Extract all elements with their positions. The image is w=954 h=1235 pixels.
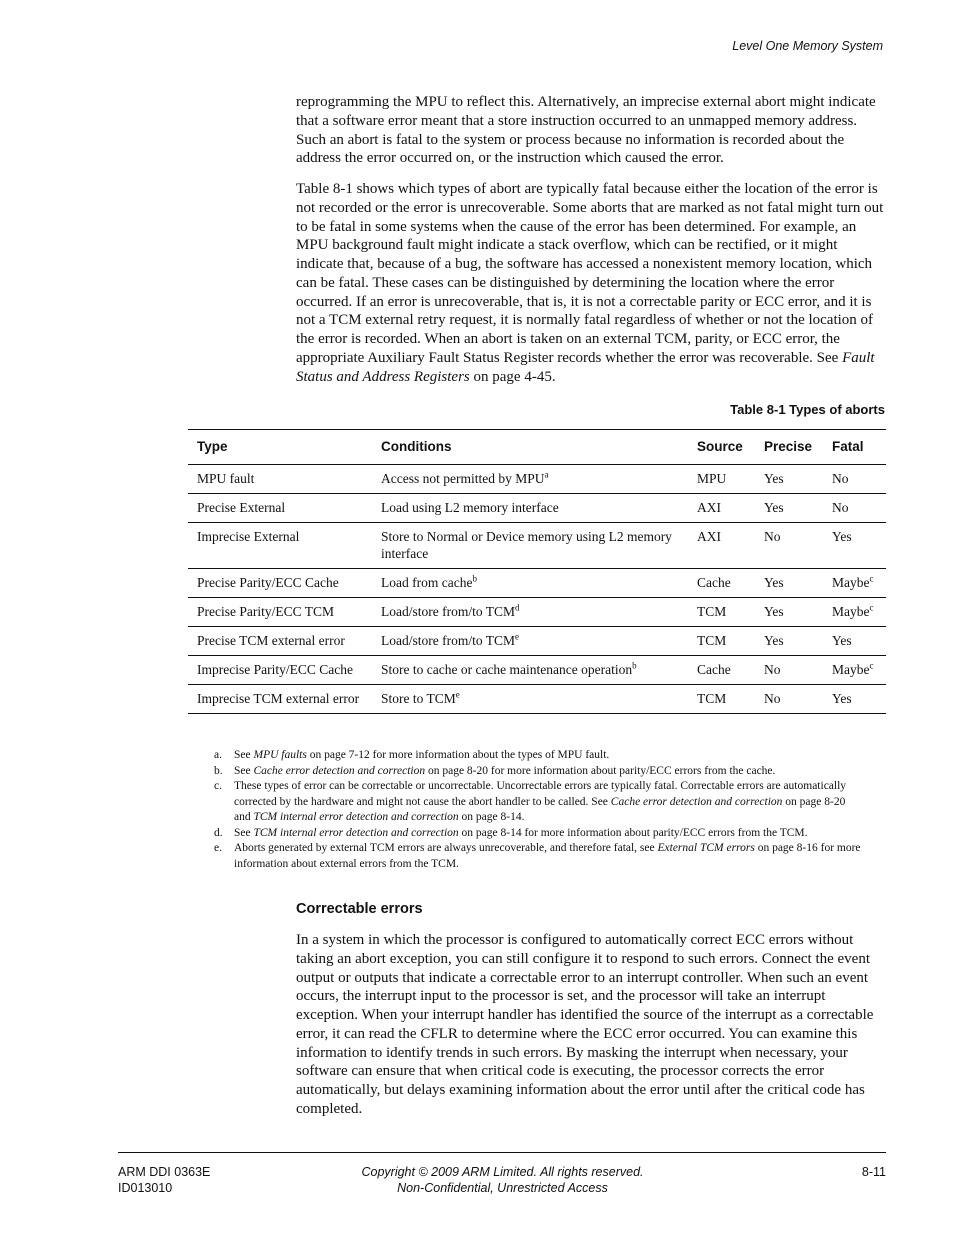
page-number: 8-11 — [861, 1165, 886, 1179]
table-header-row — [188, 430, 886, 465]
footnote-label: e. — [214, 842, 222, 854]
footnote-marker[interactable]: c — [869, 660, 874, 671]
footnote-marker[interactable]: a — [544, 469, 549, 480]
table-footnotes — [214, 748, 864, 872]
footnote-marker[interactable]: e — [515, 631, 519, 642]
cell-source — [688, 523, 755, 569]
cell-source — [688, 685, 755, 714]
table-row — [188, 494, 886, 523]
cell-type — [188, 598, 372, 627]
paragraph-text: on page 4-45. — [469, 368, 556, 385]
table-row — [188, 523, 886, 569]
cell-source-text: AXI — [697, 529, 721, 544]
cell-fatal-text: No — [832, 471, 849, 486]
footnote-text-segment: on page 8-14 for more information about parity/ECC errors from the TCM. — [458, 826, 808, 839]
cell-conditions-text: Load/store from/to TCM — [381, 604, 515, 619]
running-header: Level One Memory System — [732, 39, 883, 53]
cell-fatal-text: Maybe — [832, 575, 870, 590]
cell-fatal-text: No — [832, 500, 849, 515]
table-row — [188, 569, 886, 598]
cell-source-text: TCM — [697, 633, 727, 648]
cell-source-text: TCM — [697, 604, 727, 619]
cell-type-text: Precise Parity/ECC TCM — [197, 604, 334, 619]
cell-precise-text: Yes — [764, 575, 784, 590]
footnote-text — [234, 826, 864, 842]
cell-conditions-text: Store to TCM — [381, 691, 456, 706]
column-header-fatal: Fatal — [823, 430, 886, 465]
cell-fatal-text: Yes — [832, 529, 852, 544]
section-heading: Correctable errors — [296, 901, 423, 917]
cell-source-text: Cache — [697, 662, 731, 677]
footnote-text-segment: on page 8-20 and — [234, 795, 846, 823]
footnote-label: b. — [214, 764, 223, 777]
table-body — [188, 465, 886, 714]
document-number: ARM DDI 0363E — [118, 1165, 211, 1179]
footnote-marker[interactable]: d — [515, 602, 520, 613]
cell-precise-text: Yes — [764, 633, 784, 648]
copyright-notice: Copyright © 2009 ARM Limited. All rights reserved. — [361, 1165, 644, 1179]
cell-fatal — [823, 494, 886, 523]
cell-type — [188, 685, 372, 714]
footnote-marker[interactable]: e — [455, 689, 460, 700]
release-id: ID013010 — [118, 1181, 173, 1195]
footnote — [214, 779, 864, 826]
cross-reference-link[interactable]: Fault Status and Address Registers — [296, 349, 875, 385]
table-row — [188, 627, 886, 656]
footnote-label: d. — [214, 826, 223, 839]
cell-fatal — [823, 569, 886, 598]
cell-precise — [755, 656, 823, 685]
column-header-type: Type — [188, 430, 372, 465]
cell-source — [688, 465, 755, 494]
body-paragraph: reprogramming the MPU to reflect this. Alternatively, an imprecise external abort might indicate that a software error meant that a store instruction occurred to an unmapped memory address. Such an abort is fatal to the system or process because no information is recorded about the address the error occurred on, or the instruction which caused the error. — [296, 94, 876, 167]
footnote-marker[interactable]: b — [472, 573, 477, 584]
cell-source-text: Cache — [697, 575, 731, 590]
cell-fatal-text: Maybe — [832, 662, 870, 677]
cell-precise — [755, 465, 823, 494]
cell-source — [688, 656, 755, 685]
cell-type-text: Precise TCM external error — [197, 633, 345, 648]
cell-precise-text: No — [764, 662, 781, 677]
footnote — [214, 826, 864, 842]
cell-precise — [755, 598, 823, 627]
footnote-text-segment: Aborts generated by external TCM errors are always unrecoverable, and therefore fatal, see — [234, 842, 658, 854]
cell-conditions — [372, 465, 688, 494]
cell-conditions-text: Store to Normal or Device memory using L2 memory interface — [381, 529, 672, 561]
cell-type — [188, 465, 372, 494]
cell-conditions-text: Access not permitted by MPU — [381, 471, 545, 486]
cell-conditions — [372, 569, 688, 598]
footnote — [214, 748, 864, 764]
cell-source-text: AXI — [697, 500, 721, 515]
cell-source-text: TCM — [697, 691, 727, 706]
cell-type-text: Imprecise Parity/ECC Cache — [197, 662, 353, 677]
cross-reference-link[interactable]: External TCM errors — [657, 842, 755, 854]
cell-precise-text: Yes — [764, 500, 784, 515]
cross-reference-link[interactable]: TCM internal error detection and correction — [253, 811, 459, 823]
cell-type-text: Precise Parity/ECC Cache — [197, 575, 339, 590]
cell-source — [688, 569, 755, 598]
footnote-text-segment: on page 8-14. — [458, 811, 525, 823]
confidentiality-notice: Non-Confidential, Unrestricted Access — [397, 1181, 608, 1195]
footnote-text-segment: on page 7-12 for more information about the types of MPU fault. — [306, 749, 610, 761]
paragraph-text: Table 8-1 shows which types of abort are typically fatal because either the location of the error is not recorded or the error is unrecoverable. Some aborts that are marked as not fatal might turn out to be fatal in some systems when the cause of the error has been determined. For example, an MPU background fault might indicate a stack overflow, which can be rectified, or it might indicate that, because of a bug, the software has accessed a nonexistent memory location, which can be fatal. These cases can be distinguished by determining the location where the error occurred. If an error is unrecoverable, that is, it is not a correctable parity or ECC error, and it is not a TCM external retry request, it is normally fatal regardless of whether or not the location of the error is recorded. When an abort is taken on an external TCM, parity, or ECC error, the appropriate Auxiliary Fault Status Register records whether the error was recoverable. See — [296, 181, 884, 366]
cell-type — [188, 494, 372, 523]
footnote-label: a. — [214, 749, 222, 761]
footer-divider — [118, 1152, 886, 1153]
cell-precise-text: Yes — [764, 604, 784, 619]
cell-conditions-text: Load from cache — [381, 575, 473, 590]
footnote-text — [234, 764, 864, 780]
cell-source — [688, 494, 755, 523]
footnote-label: c. — [214, 780, 222, 792]
cell-fatal — [823, 656, 886, 685]
footnote — [214, 764, 864, 780]
cell-type-text: Imprecise External — [197, 529, 300, 544]
cell-conditions — [372, 656, 688, 685]
footnote-text — [234, 841, 864, 872]
cell-type — [188, 569, 372, 598]
cell-precise — [755, 523, 823, 569]
cross-reference-link[interactable]: TCM internal error detection and correction — [253, 826, 459, 839]
cell-precise-text: Yes — [764, 471, 784, 486]
cell-precise — [755, 627, 823, 656]
cell-fatal — [823, 465, 886, 494]
footnote — [214, 841, 864, 872]
cell-conditions — [372, 685, 688, 714]
column-header-source: Source — [688, 430, 755, 465]
cell-source — [688, 598, 755, 627]
footer-legal — [0, 1164, 954, 1196]
cell-type-text: Precise External — [197, 500, 286, 515]
column-header-conditions: Conditions — [372, 430, 688, 465]
cell-precise-text: No — [764, 529, 781, 544]
cell-fatal — [823, 523, 886, 569]
cell-type — [188, 523, 372, 569]
cross-reference-link[interactable]: MPU faults — [253, 749, 307, 761]
table-row — [188, 465, 886, 494]
cell-type-text: MPU fault — [197, 471, 255, 486]
cell-conditions-text: Load/store from/to TCM — [381, 633, 515, 648]
cross-reference-link[interactable]: Cache error detection and correction — [253, 764, 426, 777]
footnote-text-segment: on page 8-16 for more information about external errors from the TCM. — [234, 842, 861, 870]
footnote-text — [234, 779, 864, 826]
cell-type — [188, 627, 372, 656]
cell-conditions — [372, 598, 688, 627]
footnote-text-segment: See — [234, 749, 254, 761]
cell-fatal-text: Yes — [832, 691, 852, 706]
cell-precise — [755, 494, 823, 523]
footnote-marker[interactable]: b — [632, 660, 637, 671]
cell-fatal — [823, 627, 886, 656]
cell-conditions — [372, 627, 688, 656]
cell-precise — [755, 685, 823, 714]
cell-type — [188, 656, 372, 685]
cell-fatal-text: Yes — [832, 633, 852, 648]
cell-fatal — [823, 685, 886, 714]
cell-fatal-text: Maybe — [832, 604, 870, 619]
cross-reference-link[interactable]: Cache error detection and correction — [610, 795, 783, 808]
footnote-text-segment: These types of error can be correctable or uncorrectable. Uncorrectable errors are typically fatal. Correctable errors are automatically corrected by the hardware and might not cause the abort handler to be called. See — [234, 780, 847, 808]
cell-precise — [755, 569, 823, 598]
footnote-text — [234, 748, 864, 764]
body-paragraph: In a system in which the processor is configured to automatically correct ECC errors without taking an abort exception, you can still configure it to respond to such errors. Connect the event output or outputs that indicate a correctable error to an interrupt controller. When such an event occurs, the interrupt input to the processor is set, and the processor will take an interrupt exception. When your interrupt handler has identified the source of the interrupt as a correctable error, it can read the CFLR to determine where the ECC error occurred. You can examine this information to identify trends in such errors. By masking the interrupt when necessary, your software can ensure that when critical code is executing, the processor corrects the error automatically, but delays examining information about the error until after the critical code has completed. — [296, 932, 874, 1117]
cell-source — [688, 627, 755, 656]
table-row — [188, 598, 886, 627]
cell-precise-text: No — [764, 691, 781, 706]
cell-conditions — [372, 523, 688, 569]
footnote-text-segment: See — [234, 826, 254, 839]
cell-conditions-text: Store to cache or cache maintenance operation — [381, 662, 633, 677]
cell-type-text: Imprecise TCM external error — [197, 691, 360, 706]
cell-conditions — [372, 494, 688, 523]
footnote-text-segment: See — [234, 764, 254, 777]
aborts-table — [188, 429, 886, 714]
column-header-precise: Precise — [755, 430, 823, 465]
table-row — [188, 656, 886, 685]
table-caption: Table 8-1 Types of aborts — [730, 402, 885, 417]
cell-fatal — [823, 598, 886, 627]
footnote-text-segment: on page 8-20 for more information about parity/ECC errors from the cache. — [425, 764, 776, 777]
footnote-marker[interactable]: c — [869, 602, 874, 613]
cell-conditions-text: Load using L2 memory interface — [381, 500, 559, 515]
table-row — [188, 685, 886, 714]
body-paragraph-table-intro — [296, 180, 886, 386]
footnote-marker[interactable]: c — [869, 573, 874, 584]
cell-source-text: MPU — [697, 471, 727, 486]
